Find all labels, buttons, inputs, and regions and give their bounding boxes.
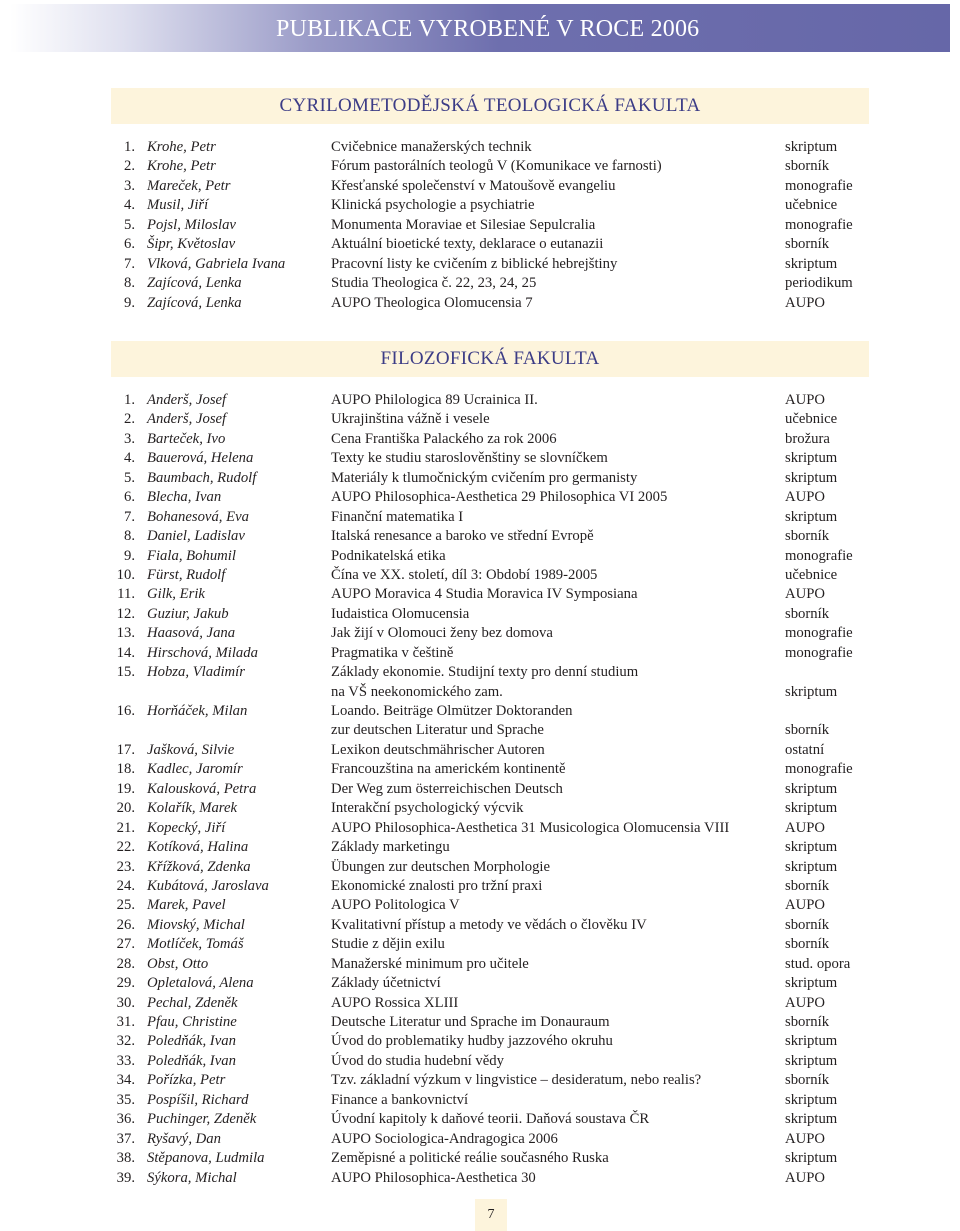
item-type: brožura bbox=[785, 430, 830, 447]
item-type: AUPO bbox=[785, 392, 825, 408]
item-author: Kolařík, Marek bbox=[147, 800, 238, 817]
item-number: 27. bbox=[116, 936, 135, 953]
item-title bbox=[331, 877, 542, 896]
item-title bbox=[331, 1149, 609, 1168]
item-author: Poledňák, Ivan bbox=[147, 1033, 236, 1050]
item-type: AUPO bbox=[785, 586, 825, 603]
item-author: Fürst, Rudolf bbox=[147, 566, 226, 583]
item-type: monografie bbox=[785, 625, 853, 642]
item-author: Daniel, Ladislav bbox=[147, 528, 245, 545]
item-title-line: Loando. Beiträge Olmützer Doktoranden bbox=[331, 703, 573, 720]
item-title-line: Ukrajinština vážně i vesele bbox=[331, 411, 490, 428]
item-author: Krohe, Petr bbox=[147, 158, 216, 175]
item-title-line: Kvalitativní přístup a metody ve vědách o člověku IV bbox=[331, 916, 647, 933]
item-author: Kalousková, Petra bbox=[147, 780, 257, 797]
item-author: Ryšavý, Dan bbox=[147, 1130, 221, 1147]
item-title bbox=[331, 449, 608, 468]
item-type: monografie bbox=[785, 761, 853, 778]
list-item bbox=[0, 1013, 960, 1032]
item-title bbox=[331, 255, 617, 274]
item-author: Blecha, Ivan bbox=[147, 489, 222, 506]
item-number: 16. bbox=[116, 703, 135, 720]
item-title-line: AUPO Sociologica-Andragogica 2006 bbox=[331, 1130, 558, 1147]
item-author: Anderš, Josef bbox=[147, 392, 227, 408]
item-type: skriptum bbox=[785, 858, 838, 875]
item-number: 6. bbox=[123, 236, 135, 253]
item-title-line: Iudaistica Olomucensia bbox=[331, 605, 470, 622]
item-type: skriptum bbox=[785, 139, 838, 155]
item-type: monografie bbox=[785, 216, 853, 233]
item-title-line: Der Weg zum österreichischen Deutsch bbox=[331, 780, 563, 797]
item-author: Bohanesová, Eva bbox=[147, 508, 249, 525]
list-item bbox=[0, 157, 960, 176]
item-type: AUPO bbox=[785, 819, 825, 836]
item-type: skriptum bbox=[785, 469, 838, 486]
item-author: Krohe, Petr bbox=[147, 139, 216, 155]
item-title bbox=[331, 469, 637, 488]
item-title bbox=[331, 410, 490, 429]
item-title-line: Monumenta Moraviae et Silesiae Sepulcralia bbox=[331, 216, 596, 233]
list-item bbox=[0, 1091, 960, 1110]
item-number: 8. bbox=[123, 275, 135, 292]
item-type: monografie bbox=[785, 177, 853, 194]
item-title bbox=[331, 1169, 536, 1188]
list-item bbox=[0, 1149, 960, 1168]
list-item bbox=[0, 819, 960, 838]
list-item bbox=[0, 760, 960, 779]
item-number: 26. bbox=[116, 916, 135, 933]
item-number: 10. bbox=[116, 566, 135, 583]
item-type: skriptum bbox=[785, 1052, 838, 1069]
item-title bbox=[331, 566, 597, 585]
list-item bbox=[0, 955, 960, 974]
item-title-line: Interakční psychologický výcvik bbox=[331, 800, 524, 817]
item-title bbox=[331, 702, 572, 741]
item-type: skriptum bbox=[785, 1033, 838, 1050]
item-type: sborník bbox=[785, 1072, 830, 1089]
item-title-line: Cvičebnice manažerských technik bbox=[331, 139, 532, 155]
item-type: skriptum bbox=[785, 1091, 838, 1108]
item-author: Šipr, Květoslav bbox=[147, 236, 236, 253]
item-number: 3. bbox=[123, 430, 135, 447]
item-number: 25. bbox=[116, 897, 135, 914]
item-title bbox=[331, 935, 445, 954]
item-type: skriptum bbox=[785, 683, 838, 700]
list-item bbox=[0, 605, 960, 624]
item-number: 31. bbox=[116, 1014, 135, 1031]
item-author: Bauerová, Helena bbox=[147, 450, 254, 467]
item-title-line: Základy účetnictví bbox=[331, 975, 441, 992]
item-title-line: AUPO Philosophica-Aesthetica 29 Philosophica VI 2005 bbox=[331, 489, 668, 506]
item-author: Kotíková, Halina bbox=[147, 839, 249, 856]
item-author: Guziur, Jakub bbox=[147, 605, 229, 622]
page-header-banner bbox=[10, 4, 950, 52]
item-type: skriptum bbox=[785, 780, 838, 797]
item-type: skriptum bbox=[785, 800, 838, 817]
item-number: 33. bbox=[116, 1052, 135, 1069]
item-author: Jašková, Silvie bbox=[147, 741, 235, 758]
item-type: ostatní bbox=[785, 741, 825, 758]
item-author: Fiala, Bohumil bbox=[147, 547, 236, 564]
item-author: Musil, Jiří bbox=[147, 197, 209, 214]
item-author: Kopecký, Jiří bbox=[147, 819, 226, 836]
item-type: sborník bbox=[785, 1014, 830, 1031]
item-title bbox=[331, 1071, 701, 1090]
item-author: Mareček, Petr bbox=[147, 177, 231, 194]
item-number: 32. bbox=[116, 1033, 135, 1050]
item-number: 17. bbox=[116, 741, 135, 758]
item-type: AUPO bbox=[785, 897, 825, 914]
item-type: skriptum bbox=[785, 839, 838, 856]
item-title-line: Studie z dějin exilu bbox=[331, 936, 445, 953]
list-item bbox=[0, 974, 960, 993]
list-item bbox=[0, 235, 960, 254]
item-number: 28. bbox=[116, 955, 135, 972]
item-type: učebnice bbox=[785, 197, 838, 214]
item-number: 11. bbox=[117, 586, 135, 603]
item-number: 29. bbox=[116, 975, 135, 992]
item-author: Barteček, Ivo bbox=[147, 430, 226, 447]
item-number: 34. bbox=[116, 1072, 135, 1089]
item-title bbox=[331, 974, 441, 993]
item-title bbox=[331, 1013, 610, 1032]
item-number: 23. bbox=[116, 858, 135, 875]
item-title-line: Ekonomické znalosti pro tržní praxi bbox=[331, 877, 543, 894]
item-author: Zajícová, Lenka bbox=[147, 294, 242, 311]
item-author: Stěpanova, Ludmila bbox=[147, 1150, 265, 1167]
item-type: monografie bbox=[785, 547, 853, 564]
item-title-line: Finanční matematika I bbox=[331, 508, 464, 525]
list-item bbox=[0, 391, 960, 410]
item-title bbox=[331, 780, 563, 799]
item-author: Pořízka, Petr bbox=[147, 1072, 226, 1089]
item-number: 35. bbox=[116, 1091, 135, 1108]
item-title bbox=[331, 858, 550, 877]
list-item bbox=[0, 177, 960, 196]
item-title-line: Manažerské minimum pro učitele bbox=[331, 955, 529, 972]
list-item bbox=[0, 741, 960, 760]
item-type: monografie bbox=[785, 644, 853, 661]
item-type: učebnice bbox=[785, 411, 838, 428]
item-author: Poledňák, Ivan bbox=[147, 1052, 236, 1069]
item-type: sborník bbox=[785, 236, 830, 253]
item-number: 12. bbox=[116, 605, 135, 622]
item-type: sborník bbox=[785, 528, 830, 545]
item-type: skriptum bbox=[785, 508, 838, 525]
item-title-line: Křesťanské společenství v Matoušově evangeliu bbox=[331, 177, 616, 194]
section-title: FILOZOFICKÁ FAKULTA bbox=[380, 348, 600, 369]
item-type: sborník bbox=[785, 877, 830, 894]
item-author: Gilk, Erik bbox=[147, 586, 205, 603]
item-author: Horňáček, Milan bbox=[147, 703, 248, 720]
item-type: skriptum bbox=[785, 1150, 838, 1167]
item-title bbox=[331, 1052, 504, 1071]
item-number: 19. bbox=[116, 780, 135, 797]
item-author: Obst, Otto bbox=[147, 955, 209, 972]
item-title bbox=[331, 488, 667, 507]
publication-list-ff bbox=[0, 391, 960, 1188]
item-title-line: Italská renesance a baroko ve střední Evropě bbox=[331, 528, 594, 545]
item-number: 5. bbox=[123, 216, 135, 233]
item-author: Kadlec, Jaromír bbox=[147, 761, 243, 778]
list-item bbox=[0, 1169, 960, 1188]
item-title bbox=[331, 741, 545, 760]
list-item bbox=[0, 430, 960, 449]
item-title-line: Übungen zur deutschen Morphologie bbox=[331, 858, 551, 875]
item-title-line: Lexikon deutschmährischer Autoren bbox=[331, 741, 545, 758]
item-title-line: Fórum pastorálních teologů V (Komunikace ve farnosti) bbox=[331, 158, 662, 175]
item-type: sborník bbox=[785, 158, 830, 175]
item-type: učebnice bbox=[785, 566, 838, 583]
item-number: 8. bbox=[123, 528, 135, 545]
list-item bbox=[0, 255, 960, 274]
item-title-line: Jak žijí v Olomouci ženy bez domova bbox=[331, 625, 553, 642]
item-title-line: AUPO Philosophica-Aesthetica 30 bbox=[331, 1169, 536, 1186]
item-number: 4. bbox=[123, 450, 135, 467]
list-item bbox=[0, 644, 960, 663]
list-item bbox=[0, 916, 960, 935]
list-item bbox=[0, 799, 960, 818]
item-author: Pospíšil, Richard bbox=[147, 1091, 249, 1108]
item-author: Miovský, Michal bbox=[147, 916, 245, 933]
item-author: Sýkora, Michal bbox=[147, 1169, 237, 1186]
item-title bbox=[331, 196, 535, 215]
item-author: Anderš, Josef bbox=[147, 411, 227, 428]
page-title: PUBLIKACE VYROBENÉ V ROCE 2006 bbox=[276, 16, 700, 42]
item-type: skriptum bbox=[785, 255, 838, 272]
list-item bbox=[0, 294, 960, 313]
item-number: 1. bbox=[123, 392, 135, 408]
item-title-line: Studia Theologica č. 22, 23, 24, 25 bbox=[331, 275, 537, 292]
item-author: Hirschová, Milada bbox=[147, 644, 258, 661]
item-title bbox=[331, 838, 450, 857]
item-type: AUPO bbox=[785, 994, 825, 1011]
item-title bbox=[331, 955, 529, 974]
item-title-line: Zeměpisné a politické reálie současného Ruska bbox=[331, 1150, 609, 1167]
item-type: sborník bbox=[785, 936, 830, 953]
list-item bbox=[0, 1071, 960, 1090]
item-author: Marek, Pavel bbox=[147, 897, 226, 914]
item-title-line: Základy ekonomie. Studijní texty pro denní studium bbox=[331, 664, 639, 681]
item-number: 4. bbox=[123, 197, 135, 214]
item-title bbox=[331, 527, 594, 546]
item-number: 7. bbox=[123, 508, 135, 525]
list-item bbox=[0, 469, 960, 488]
list-item bbox=[0, 410, 960, 429]
item-type: sborník bbox=[785, 722, 830, 739]
list-item bbox=[0, 663, 960, 702]
item-title-line: AUPO Moravica 4 Studia Moravica IV Symposiana bbox=[331, 586, 638, 603]
list-item bbox=[0, 780, 960, 799]
item-title-line: Cena Františka Palackého za rok 2006 bbox=[331, 430, 557, 447]
item-number: 20. bbox=[116, 800, 135, 817]
item-number: 2. bbox=[123, 158, 135, 175]
item-title bbox=[331, 1130, 558, 1149]
list-item bbox=[0, 547, 960, 566]
item-title bbox=[331, 760, 566, 779]
item-number: 7. bbox=[123, 255, 135, 272]
item-title bbox=[331, 624, 553, 643]
item-title-line: Základy marketingu bbox=[331, 839, 450, 856]
list-item bbox=[0, 1110, 960, 1129]
list-item bbox=[0, 624, 960, 643]
list-item bbox=[0, 216, 960, 235]
item-title-line: Úvod do studia hudební vědy bbox=[331, 1052, 504, 1069]
item-number: 30. bbox=[116, 994, 135, 1011]
item-title-line: Deutsche Literatur und Sprache im Donauraum bbox=[331, 1014, 610, 1031]
item-title-line: na VŠ neekonomického zam. bbox=[331, 683, 503, 700]
item-title bbox=[331, 994, 458, 1013]
item-title bbox=[331, 177, 615, 196]
item-title bbox=[331, 819, 729, 838]
item-type: AUPO bbox=[785, 1130, 825, 1147]
item-title bbox=[331, 235, 603, 254]
item-author: Vlková, Gabriela Ivana bbox=[147, 255, 286, 272]
item-title bbox=[331, 916, 647, 935]
item-title bbox=[331, 508, 463, 527]
item-number: 13. bbox=[116, 625, 135, 642]
item-author: Pojsl, Miloslav bbox=[147, 216, 236, 233]
item-title-line: Finance a bankovnictví bbox=[331, 1091, 469, 1108]
list-item bbox=[0, 702, 960, 741]
section-title: CYRILOMETODĚJSKÁ TEOLOGICKÁ FAKULTA bbox=[279, 95, 701, 116]
item-number: 9. bbox=[123, 547, 135, 564]
item-number: 21. bbox=[116, 819, 135, 836]
item-author: Puchinger, Zdeněk bbox=[147, 1111, 257, 1128]
item-title-line: zur deutschen Literatur und Sprache bbox=[331, 722, 544, 739]
item-author: Motlíček, Tomáš bbox=[147, 936, 244, 953]
item-author: Zajícová, Lenka bbox=[147, 275, 242, 292]
item-title-line: Klinická psychologie a psychiatrie bbox=[331, 197, 535, 214]
item-title bbox=[331, 274, 536, 293]
item-title-line: Podnikatelská etika bbox=[331, 547, 446, 564]
publication-list-ctf bbox=[0, 138, 960, 313]
section-heading-ff bbox=[111, 341, 869, 377]
item-number: 2. bbox=[123, 411, 135, 428]
item-title-line: AUPO Rossica XLIII bbox=[331, 994, 459, 1011]
item-author: Křížková, Zdenka bbox=[147, 858, 251, 875]
item-title bbox=[331, 1032, 613, 1051]
item-type: AUPO bbox=[785, 1169, 825, 1186]
item-title bbox=[331, 294, 533, 313]
item-title bbox=[331, 663, 638, 702]
item-title bbox=[331, 216, 595, 235]
item-type: stud. opora bbox=[785, 955, 851, 972]
item-number: 5. bbox=[123, 469, 135, 486]
item-title-line: AUPO Politologica V bbox=[331, 897, 460, 914]
list-item bbox=[0, 1052, 960, 1071]
list-item bbox=[0, 994, 960, 1013]
item-author: Pfau, Christine bbox=[147, 1014, 237, 1031]
item-title-line: Tzv. základní výzkum v lingvistice – desideratum, nebo realis? bbox=[331, 1072, 702, 1089]
list-item bbox=[0, 449, 960, 468]
item-title-line: Texty ke studiu staroslověnštiny se slovníčkem bbox=[331, 450, 608, 467]
item-title bbox=[331, 1091, 468, 1110]
item-type: periodikum bbox=[785, 275, 853, 292]
list-item bbox=[0, 1130, 960, 1149]
item-title-line: Aktuální bioetické texty, deklarace o eutanazii bbox=[331, 236, 604, 253]
section-heading-ctf bbox=[111, 88, 869, 124]
item-number: 18. bbox=[116, 761, 135, 778]
item-number: 1. bbox=[123, 139, 135, 155]
item-title bbox=[331, 585, 638, 604]
item-type: AUPO bbox=[785, 294, 825, 311]
page-number: 7 bbox=[475, 1199, 507, 1231]
item-number: 22. bbox=[116, 839, 135, 856]
item-number: 14. bbox=[116, 644, 135, 661]
item-title-line: Úvodní kapitoly k daňové teorii. Daňová soustava ČR bbox=[331, 1111, 650, 1128]
item-title bbox=[331, 896, 460, 915]
item-title-line: Materiály k tlumočnickým cvičením pro germanisty bbox=[331, 469, 638, 486]
item-number: 9. bbox=[123, 294, 135, 311]
item-number: 39. bbox=[116, 1169, 135, 1186]
item-type: sborník bbox=[785, 916, 830, 933]
item-type: skriptum bbox=[785, 1111, 838, 1128]
item-title-line: Francouzština na americkém kontinentě bbox=[331, 761, 566, 778]
item-title-line: Pracovní listy ke cvičením z biblické hebrejštiny bbox=[331, 255, 618, 272]
item-number: 36. bbox=[116, 1111, 135, 1128]
item-title bbox=[331, 157, 662, 176]
item-title bbox=[331, 391, 538, 410]
item-author: Pechal, Zdeněk bbox=[147, 994, 238, 1011]
list-item bbox=[0, 935, 960, 954]
list-item bbox=[0, 877, 960, 896]
list-item bbox=[0, 274, 960, 293]
item-author: Kubátová, Jaroslava bbox=[147, 877, 269, 894]
item-title bbox=[331, 430, 557, 449]
item-type: sborník bbox=[785, 605, 830, 622]
list-item bbox=[0, 138, 960, 157]
item-title-line: AUPO Philosophica-Aesthetica 31 Musicologica Olomucensia VIII bbox=[331, 819, 730, 836]
list-item bbox=[0, 1032, 960, 1051]
item-number: 38. bbox=[116, 1150, 135, 1167]
list-item bbox=[0, 896, 960, 915]
item-number: 15. bbox=[116, 664, 135, 681]
item-title-line: Pragmatika v češtině bbox=[331, 644, 454, 661]
item-number: 3. bbox=[123, 177, 135, 194]
item-author: Opletalová, Alena bbox=[147, 975, 254, 992]
item-title-line: AUPO Philologica 89 Ucrainica II. bbox=[331, 392, 538, 408]
item-title bbox=[331, 1110, 649, 1129]
item-title-line: Úvod do problematiky hudby jazzového okruhu bbox=[331, 1033, 613, 1050]
item-title bbox=[331, 138, 532, 157]
item-number: 24. bbox=[116, 877, 135, 894]
list-item bbox=[0, 838, 960, 857]
item-title bbox=[331, 799, 524, 818]
list-item bbox=[0, 585, 960, 604]
item-title-line: Čína ve XX. století, díl 3: Období 1989-2005 bbox=[331, 566, 598, 583]
item-type: skriptum bbox=[785, 975, 838, 992]
item-number: 37. bbox=[116, 1130, 135, 1147]
item-type: skriptum bbox=[785, 450, 838, 467]
item-title bbox=[331, 605, 469, 624]
list-item bbox=[0, 858, 960, 877]
item-title bbox=[331, 547, 446, 566]
item-number: 6. bbox=[123, 489, 135, 506]
item-author: Hobza, Vladimír bbox=[147, 664, 245, 681]
list-item bbox=[0, 566, 960, 585]
list-item bbox=[0, 488, 960, 507]
item-author: Haasová, Jana bbox=[147, 625, 236, 642]
item-title-line: AUPO Theologica Olomucensia 7 bbox=[331, 294, 533, 311]
item-type: AUPO bbox=[785, 489, 825, 506]
item-author: Baumbach, Rudolf bbox=[147, 469, 257, 486]
list-item bbox=[0, 196, 960, 215]
item-title bbox=[331, 644, 453, 663]
list-item bbox=[0, 508, 960, 527]
list-item bbox=[0, 527, 960, 546]
